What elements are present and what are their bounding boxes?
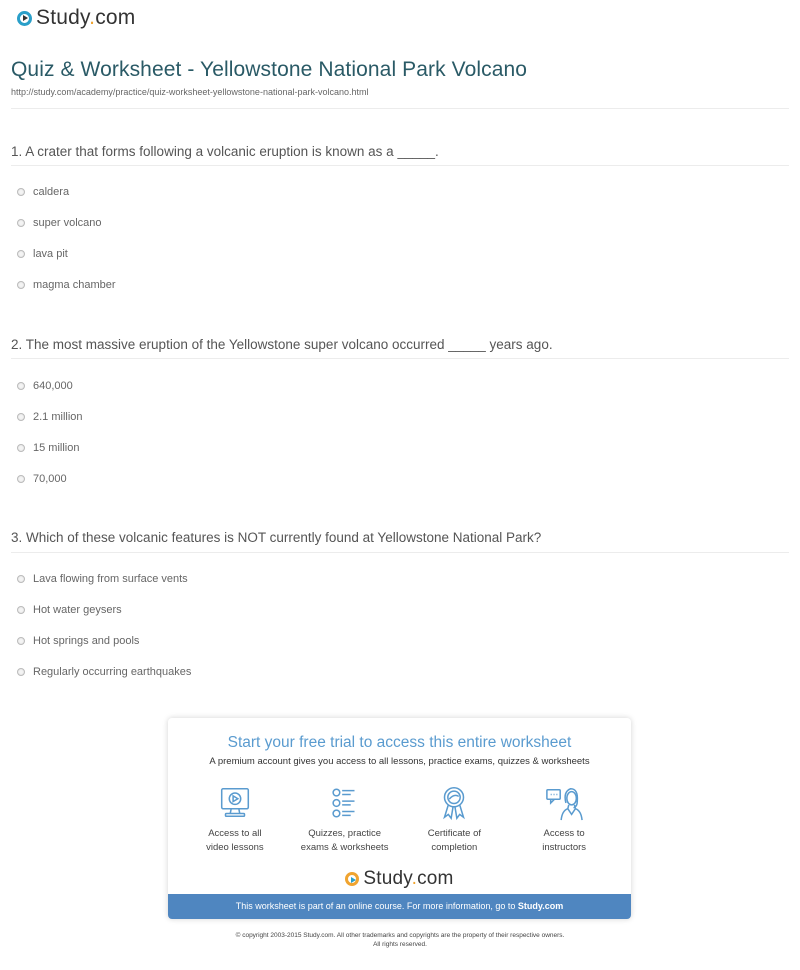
- answer-option[interactable]: lava pit: [17, 248, 68, 260]
- radio-button[interactable]: [17, 606, 25, 614]
- divider: [11, 358, 789, 359]
- page-url: http://study.com/academy/practice/quiz-worksheet-yellowstone-national-park-volcano.html: [11, 87, 369, 97]
- answer-option[interactable]: super volcano: [17, 217, 102, 229]
- instructor-chat-icon: [545, 784, 583, 822]
- question-2: 2. The most massive eruption of the Yellowstone super volcano occurred _____ years ago.: [11, 337, 553, 352]
- radio-button[interactable]: [17, 219, 25, 227]
- answer-option[interactable]: caldera: [17, 186, 69, 198]
- page-title: Quiz & Worksheet - Yellowstone National Park Volcano: [11, 58, 528, 81]
- feature-quizzes: Quizzes, practice exams & worksheets: [290, 784, 400, 855]
- promo-title[interactable]: Start your free trial to access this entire worksheet: [227, 734, 572, 751]
- feature-list: [168, 784, 631, 855]
- divider: [11, 552, 789, 553]
- answer-option[interactable]: 70,000: [17, 473, 67, 485]
- radio-button[interactable]: [17, 575, 25, 583]
- play-circle-icon: [345, 872, 359, 886]
- answer-option[interactable]: Hot water geysers: [17, 604, 122, 616]
- radio-button[interactable]: [17, 475, 25, 483]
- copyright: © copyright 2003-2015 Study.com. All other trademarks and copyrights are the property of their respective owners. All rights reserved.: [235, 932, 565, 948]
- video-monitor-icon: [216, 784, 254, 822]
- divider: [11, 108, 789, 109]
- divider: [11, 165, 789, 166]
- radio-button[interactable]: [17, 281, 25, 289]
- answer-option[interactable]: Regularly occurring earthquakes: [17, 666, 191, 678]
- answer-option[interactable]: 15 million: [17, 442, 79, 454]
- study-logo[interactable]: [17, 6, 135, 30]
- logo-text: Study.com: [36, 6, 136, 29]
- answer-option[interactable]: 640,000: [17, 380, 73, 392]
- radio-button[interactable]: [17, 444, 25, 452]
- feature-instructors: Access to instructors: [509, 784, 619, 855]
- study-com-link[interactable]: Study.com: [517, 901, 564, 911]
- promo-info-bar: This worksheet is part of an online course. For more information, go to Study.com: [168, 894, 631, 919]
- question-1: 1. A crater that forms following a volcanic eruption is known as a _____.: [11, 144, 439, 159]
- radio-button[interactable]: [17, 413, 25, 421]
- radio-button[interactable]: [17, 188, 25, 196]
- promo-study-logo[interactable]: Study.com: [168, 868, 631, 890]
- radio-button[interactable]: [17, 637, 25, 645]
- answer-option[interactable]: 2.1 million: [17, 411, 83, 423]
- radio-button[interactable]: [17, 382, 25, 390]
- feature-video-lessons: Access to all video lessons: [180, 784, 290, 855]
- certificate-ribbon-icon: [435, 784, 473, 822]
- answer-option[interactable]: Hot springs and pools: [17, 635, 139, 647]
- quiz-list-icon: [326, 784, 364, 822]
- free-trial-promo: [168, 718, 631, 919]
- feature-certificate: Certificate of completion: [400, 784, 510, 855]
- answer-option[interactable]: Lava flowing from surface vents: [17, 573, 188, 585]
- promo-subtitle: A premium account gives you access to all lessons, practice exams, quizzes & worksheets: [209, 756, 590, 767]
- question-3: 3. Which of these volcanic features is NOT currently found at Yellowstone National Park?: [11, 530, 542, 545]
- answer-option[interactable]: magma chamber: [17, 279, 116, 291]
- play-circle-icon: [17, 11, 32, 26]
- radio-button[interactable]: [17, 250, 25, 258]
- radio-button[interactable]: [17, 668, 25, 676]
